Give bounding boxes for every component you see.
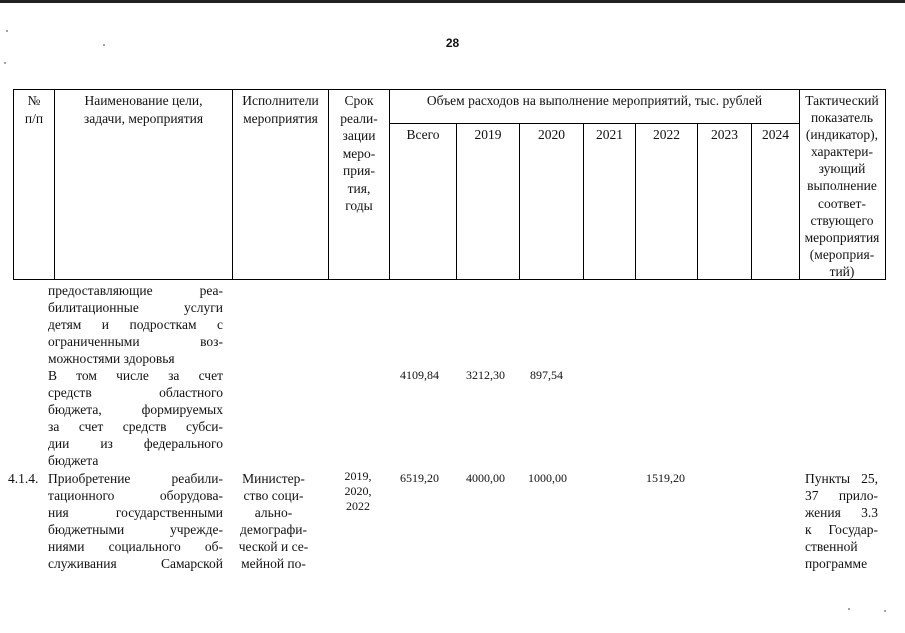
- page-number: 28: [445, 36, 460, 50]
- header-total: Всего: [406, 127, 440, 142]
- item-executor: Министер- ство соци- ально- демографи- ческой и се- мейной по-: [238, 471, 309, 572]
- header-term: Срок реали- зации меро- прия- тия, годы: [340, 93, 378, 213]
- scan-speck: [6, 30, 8, 32]
- volume-subheader-rule: [389, 123, 799, 124]
- header-bottom-rule: [13, 279, 886, 280]
- header-volume: Объем расходов на выполнение мероприятий, тыс. рублей: [426, 93, 763, 108]
- col-rule: [389, 89, 390, 280]
- scan-speck: [4, 62, 6, 64]
- continuation-text: предоставляющие реа- билитационные услуги детям и подросткам с ограниченными воз- можностями здоровья: [48, 283, 223, 367]
- header-executors: Исполнители мероприятия: [242, 93, 319, 126]
- header-top-rule: [13, 89, 886, 90]
- item-2020: 1000,00: [528, 471, 567, 485]
- col-rule: [635, 123, 636, 280]
- subsidy-total: 4109,84: [400, 368, 439, 382]
- item-2019: 4000,00: [466, 471, 505, 485]
- top-border: [0, 0, 905, 3]
- item-number: 4.1.4.: [8, 471, 39, 486]
- header-year-2020: 2020: [538, 127, 565, 142]
- item-total: 6519,20: [400, 471, 439, 485]
- header-indicator: Тактический показатель (индикатор), характери- зующий выполнение соответ- ствующего мероприятия (мероприя- тий): [804, 93, 880, 279]
- item-indicator: Пункты 25, 37 прило- жения 3.3 к Государ- ственной программе: [805, 471, 878, 572]
- item-2022: 1519,20: [646, 471, 685, 485]
- header-year-2024: 2024: [762, 127, 789, 142]
- table-header: [13, 89, 886, 281]
- header-name: Наименование цели, задачи, мероприятия: [83, 93, 204, 126]
- header-year-2023: 2023: [711, 127, 738, 142]
- header-year-2019: 2019: [474, 127, 502, 142]
- col-rule: [519, 123, 520, 280]
- col-rule: [456, 123, 457, 280]
- scan-speck: [884, 610, 886, 612]
- subsidy-2019: 3212,30: [466, 368, 505, 382]
- subsidy-2020: 897,54: [530, 368, 563, 382]
- header-year-2022: 2022: [653, 127, 680, 142]
- col-rule: [697, 123, 698, 280]
- scan-speck: [848, 608, 850, 610]
- col-rule: [751, 123, 752, 280]
- header-year-2021: 2021: [596, 127, 623, 142]
- item-name: Приобретение реабили- тационного оборудова- ния государственными бюджетными учрежде- ниями социального об- служивания Самарской: [48, 471, 223, 572]
- subsidy-text: В том числе за счет средств областного бюджета, формируемых за счет средств субси- дии из федерального бюджета: [48, 368, 223, 469]
- scan-speck: [103, 44, 105, 46]
- header-number: № п/п: [24, 93, 44, 126]
- item-term: 2019, 2020, 2022: [344, 469, 372, 513]
- col-rule: [583, 123, 584, 280]
